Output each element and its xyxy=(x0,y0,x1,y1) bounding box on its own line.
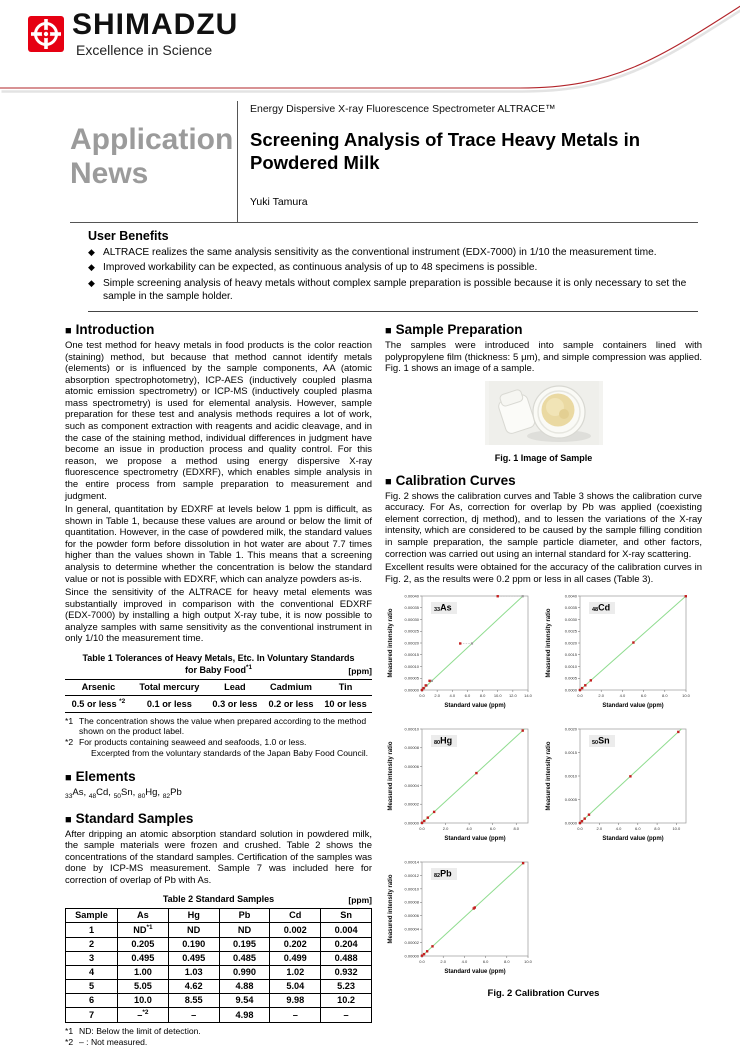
table1-value-cell: 0.1 or less xyxy=(146,698,192,709)
footnote-marker xyxy=(77,748,91,759)
section-marker-icon: ■ xyxy=(385,325,392,337)
user-benefits-list xyxy=(88,246,698,303)
svg-text:6.0: 6.0 xyxy=(482,959,489,965)
right-column xyxy=(385,322,702,1047)
svg-text:2.0: 2.0 xyxy=(434,693,440,699)
author-name: Yuki Tamura xyxy=(250,196,308,209)
table2-header-cell: As xyxy=(118,908,169,922)
svg-text:82Pb: 82Pb xyxy=(434,868,452,880)
svg-text:Measured intensity ratio: Measured intensity ratio xyxy=(546,608,552,678)
svg-text:0.00030: 0.00030 xyxy=(404,617,419,623)
table2-value-cell: 5.23 xyxy=(321,979,372,993)
svg-text:0.00008: 0.00008 xyxy=(404,900,419,906)
user-benefits-heading: User Benefits xyxy=(88,229,169,243)
svg-text:Measured intensity ratio: Measured intensity ratio xyxy=(388,741,394,811)
section-marker-icon: ■ xyxy=(385,475,392,488)
svg-text:6.0: 6.0 xyxy=(464,693,471,699)
table1-header-cell: Cadmium xyxy=(270,682,312,693)
table1-header-cell: Lead xyxy=(224,682,246,693)
table-row xyxy=(66,979,372,993)
svg-text:8.0: 8.0 xyxy=(662,693,668,699)
table2-value-cell: 5.04 xyxy=(270,979,321,993)
section-marker-icon: ■ xyxy=(65,813,72,826)
svg-text:0.00004: 0.00004 xyxy=(404,783,419,789)
svg-text:12.0: 12.0 xyxy=(508,693,517,699)
table2-value-cell: – xyxy=(168,1007,219,1022)
footnote-marker: *1 xyxy=(65,1025,74,1036)
footnote-text: The concentration shows the value when prepared according to the method shown on the product label. xyxy=(79,715,367,737)
svg-text:0.0000: 0.0000 xyxy=(564,687,577,693)
table-row xyxy=(66,951,372,965)
table2-sample-cell: 4 xyxy=(66,965,118,979)
calibration-chart-cell xyxy=(385,724,543,853)
table2-value-cell: 1.02 xyxy=(270,965,321,979)
introduction-heading: ■ Introduction xyxy=(65,322,155,337)
svg-text:0.00010: 0.00010 xyxy=(404,664,419,670)
footnote-ref: *2 xyxy=(142,1009,149,1017)
table2-value-cell: 0.495 xyxy=(168,951,219,965)
table-row xyxy=(66,937,372,951)
svg-text:0.00014: 0.00014 xyxy=(404,859,419,865)
table-row xyxy=(66,965,372,979)
diamond-bullet-icon: ◆ xyxy=(88,277,95,288)
svg-text:0.00000: 0.00000 xyxy=(404,953,419,959)
standard-samples-heading: ■ Standard Samples xyxy=(65,810,194,826)
table-row xyxy=(66,1007,372,1022)
benefit-text: Simple screening analysis of heavy metals without complex sample preparation is possible because it is only necessary to set the sample in the sample holder. xyxy=(103,277,687,302)
svg-text:Standard value (ppm): Standard value (ppm) xyxy=(444,969,506,976)
svg-text:0.0: 0.0 xyxy=(419,959,425,965)
sample-preparation-paragraph: The samples were introduced into sample containers lined with polypropylene film (thickness: 5 μm), and simple compression was applied. Fig. 1 shows an image of a sample. xyxy=(385,340,702,375)
svg-text:0.0005: 0.0005 xyxy=(564,676,577,682)
charts-grid xyxy=(385,591,702,986)
footnote-marker: *1 xyxy=(65,715,74,726)
footnote-text: – : Not measured. xyxy=(79,1036,148,1047)
calibration-chart-cell xyxy=(543,724,701,853)
svg-text:0.00015: 0.00015 xyxy=(404,652,419,658)
table2-value-cell: 0.205 xyxy=(118,937,169,951)
table2-value-cell: 10.0 xyxy=(118,993,169,1007)
table2-body xyxy=(66,922,372,1022)
table1-title: Table 1 Tolerances of Heavy Metals, Etc. In Voluntary Standards for Baby Food$^{*1}$ [ppm] xyxy=(82,653,372,676)
footnote-text: Excerpted from the voluntary standards of the Japan Baby Food Council. xyxy=(91,747,369,758)
svg-text:0.0030: 0.0030 xyxy=(564,617,577,623)
svg-text:0.0: 0.0 xyxy=(419,693,425,699)
table2-header-cell: Pb xyxy=(219,908,270,922)
table-footnote xyxy=(65,748,372,759)
table1-title-footnote-ref: *1 xyxy=(246,664,252,672)
product-line: Energy Dispersive X-ray Fluorescence Spectrometer ALTRACE™ xyxy=(250,103,556,115)
svg-text:0.0010: 0.0010 xyxy=(564,773,577,779)
table2-value-cell: ND$^{*1}$ xyxy=(118,922,169,937)
svg-text:0.00006: 0.00006 xyxy=(404,913,419,919)
table2-value-cell: 0.004 xyxy=(321,922,372,937)
table2-title: Table 2 Standard Samples [ppm] xyxy=(162,894,372,906)
svg-text:8.0: 8.0 xyxy=(513,826,520,832)
diamond-bullet-icon: ◆ xyxy=(88,247,95,257)
table1-header-cell: Arsenic xyxy=(81,682,116,693)
svg-text:0.0010: 0.0010 xyxy=(564,664,577,670)
svg-text:8.0: 8.0 xyxy=(654,826,660,832)
benefit-text: Improved workability can be expected, as continuous analysis of up to 48 specimens is possible. xyxy=(103,262,538,274)
svg-text:0.00006: 0.00006 xyxy=(404,764,419,770)
calibration-chart-cell xyxy=(385,591,543,720)
svg-text:Standard value (ppm): Standard value (ppm) xyxy=(444,836,506,843)
svg-text:2.0: 2.0 xyxy=(440,959,446,965)
svg-text:Standard value (ppm): Standard value (ppm) xyxy=(444,703,506,710)
content-columns xyxy=(65,322,702,1047)
left-column xyxy=(65,322,372,1047)
svg-text:0.00004: 0.00004 xyxy=(404,926,419,932)
table2-value-cell: 4.88 xyxy=(219,979,270,993)
svg-text:8.0: 8.0 xyxy=(479,693,486,699)
table2-value-cell: ND xyxy=(168,922,219,937)
svg-text:0.0040: 0.0040 xyxy=(564,593,577,599)
table2-value-cell: – xyxy=(321,1007,372,1022)
svg-text:10.0: 10.0 xyxy=(524,959,532,965)
footnote-text: For products containing seaweed and seafoods, 1.0 or less. xyxy=(79,737,307,748)
svg-text:0.0015: 0.0015 xyxy=(564,652,577,658)
svg-text:Measured intensity ratio: Measured intensity ratio xyxy=(546,741,552,811)
calibration-chart-cell xyxy=(385,857,543,986)
svg-text:0.00002: 0.00002 xyxy=(404,940,419,946)
svg-text:0.0: 0.0 xyxy=(419,826,425,832)
table2-sample-cell: 2 xyxy=(66,937,118,951)
svg-text:0.00000: 0.00000 xyxy=(404,820,419,826)
table1-value-cell: 0.5 or less $^{*2}$ xyxy=(71,698,126,710)
table2-value-cell: – xyxy=(270,1007,321,1022)
table-row xyxy=(66,922,372,937)
svg-text:10.0: 10.0 xyxy=(493,693,502,699)
footnote-ref: *2 xyxy=(119,698,126,706)
table1-value-cell: 0.2 or less xyxy=(268,698,314,709)
footnote-text: ND: Below the limit of detection. xyxy=(79,1025,201,1036)
introduction-paragraph-1: One test method for heavy metals in food products is the color reaction (staining) method, but because that method cannot identify metals (elements) or is influenced by the sample components, AA (atomic absorption spectrophotometry), ICP-AES (inductively coupled plasma atomic emission spectrometry) or ICP-MS (inductively coupled plasma mass spectrometry) is used for elemental analysis. However, sample preparation for these test and analysis methods requires a lot of work, such as component extraction with reagents and acidic cleavage, and in the case of the staining method, individual differences in judgment have become an issue in production process and quality control. For this reason, we propose a method using energy dispersive X-ray fluorescence spectrometry (EDXRF), which enables simple analysis in the entire process from sample preparation to measurement and judgment. xyxy=(65,340,372,502)
table2-sample-cell: 7 xyxy=(66,1007,118,1022)
calibration-chart-as xyxy=(385,591,540,715)
table2-value-cell: 4.62 xyxy=(168,979,219,993)
table2-value-cell: 0.488 xyxy=(321,951,372,965)
svg-text:0.00035: 0.00035 xyxy=(404,605,419,611)
table-footnote xyxy=(65,1037,372,1048)
svg-text:0.0020: 0.0020 xyxy=(564,726,577,732)
svg-text:0.0015: 0.0015 xyxy=(564,750,577,756)
table2-value-cell: 0.202 xyxy=(270,937,321,951)
table2-value-cell: 4.98 xyxy=(219,1007,270,1022)
table2-value-cell: –$^{*2}$ xyxy=(118,1007,169,1022)
svg-text:33As: 33As xyxy=(434,602,452,614)
svg-text:0.00025: 0.00025 xyxy=(404,629,419,635)
svg-text:0.00010: 0.00010 xyxy=(404,886,419,892)
benefit-text: ALTRACE realizes the same analysis sensitivity as the conventional instrument (EDX-7000) in 1/10 the measurement time. xyxy=(103,247,657,258)
svg-text:0.00000: 0.00000 xyxy=(404,687,419,693)
svg-text:0.0: 0.0 xyxy=(577,693,583,699)
series-name xyxy=(70,101,237,222)
calibration-curves-heading: ■ Calibration Curves xyxy=(385,472,516,488)
svg-text:48Cd: 48Cd xyxy=(592,602,611,614)
svg-text:4.0: 4.0 xyxy=(449,693,456,699)
svg-text:2.0: 2.0 xyxy=(596,826,603,832)
calibration-chart-cell xyxy=(543,591,701,720)
svg-text:50Sn: 50Sn xyxy=(592,735,610,747)
svg-text:6.0: 6.0 xyxy=(635,826,641,832)
page-header xyxy=(0,0,740,95)
title-right xyxy=(237,101,698,222)
user-benefits-section xyxy=(88,229,698,312)
footnote-marker: *2 xyxy=(65,1036,74,1047)
table1-value-cell: 10 or less xyxy=(324,698,367,709)
table2-value-cell: 0.002 xyxy=(270,922,321,937)
svg-text:0.00010: 0.00010 xyxy=(404,726,419,732)
svg-text:0.00002: 0.00002 xyxy=(404,801,419,807)
table1-unit: [ppm] xyxy=(348,665,372,676)
table2-header-cell: Hg xyxy=(168,908,219,922)
calibration-chart-sn xyxy=(543,724,698,848)
series-line2: News xyxy=(70,156,149,190)
svg-text:0.0020: 0.0020 xyxy=(564,640,577,646)
table2-sample-cell: 6 xyxy=(66,993,118,1007)
table2-sample-cell: 5 xyxy=(66,979,118,993)
svg-text:10.0: 10.0 xyxy=(672,826,681,832)
svg-text:4.0: 4.0 xyxy=(619,693,626,699)
svg-text:10.0: 10.0 xyxy=(682,693,690,699)
svg-text:0.0035: 0.0035 xyxy=(564,605,577,611)
svg-text:4.0: 4.0 xyxy=(466,826,472,832)
svg-text:Measured intensity ratio: Measured intensity ratio xyxy=(388,874,394,944)
calibration-paragraph-1: Fig. 2 shows the calibration curves and Table 3 shows the calibration curve accuracy. For As, correction for overlap by Pb was applied (coexisting element correction, dj method), and to lessen the variations of the X-ray intensity, which are considered to be caused by the sample filling condition in sample preparation, the sample particle diameter, and other factors, correction was carried out using an internal standard for X-ray scattering. xyxy=(385,490,702,560)
svg-text:6.0: 6.0 xyxy=(489,826,496,832)
table2-header-cell: Sample xyxy=(66,908,118,922)
table2-value-cell: 0.932 xyxy=(321,965,372,979)
table2-footnotes xyxy=(65,1026,372,1047)
svg-text:6.0: 6.0 xyxy=(640,693,647,699)
benefit-item xyxy=(88,246,698,259)
table2-sample-cell: 1 xyxy=(66,922,118,937)
title-block xyxy=(70,101,698,223)
table1-tolerances xyxy=(65,679,372,713)
brand-lockup xyxy=(28,10,238,58)
svg-text:Measured intensity ratio: Measured intensity ratio xyxy=(388,608,394,678)
standard-samples-paragraph: After dripping an atomic absorption standard solution in powdered milk, the sample materials were frozen and crushed. Table 2 shows the concentrations of the standard samples. Certification of the samples was done by ICP-MS measurement. Sample 7 was included here for correction of overlap of Pb with As. xyxy=(65,828,372,886)
footnote-marker: *2 xyxy=(65,737,74,748)
table1-header-cell: Tin xyxy=(338,682,353,693)
svg-text:4.0: 4.0 xyxy=(461,959,468,965)
svg-text:0.00005: 0.00005 xyxy=(404,676,419,682)
table-footnote xyxy=(65,1026,372,1037)
svg-text:0.00020: 0.00020 xyxy=(404,640,419,646)
svg-text:0.00040: 0.00040 xyxy=(404,593,419,599)
svg-text:0.00008: 0.00008 xyxy=(404,745,419,751)
elements-line: $_{33}$As, $_{48}$Cd, $_{50}$Sn, $_{80}$Hg, $_{82}$Pb xyxy=(65,786,182,800)
benefit-item xyxy=(88,261,698,274)
table2-value-cell: 8.55 xyxy=(168,993,219,1007)
table2-sample-cell: 3 xyxy=(66,951,118,965)
svg-text:0.0025: 0.0025 xyxy=(564,629,577,635)
table2-value-cell: 9.98 xyxy=(270,993,321,1007)
svg-text:0.0: 0.0 xyxy=(577,826,583,832)
svg-text:0.00012: 0.00012 xyxy=(404,873,419,879)
table1-header-row xyxy=(65,679,372,695)
table-footnote xyxy=(65,737,372,748)
table2-value-cell: 9.54 xyxy=(219,993,270,1007)
table2-value-cell: 5.05 xyxy=(118,979,169,993)
svg-text:2.0: 2.0 xyxy=(598,693,604,699)
svg-text:0.0005: 0.0005 xyxy=(564,797,577,803)
svg-text:4.0: 4.0 xyxy=(615,826,622,832)
table2-value-cell: 1.00 xyxy=(118,965,169,979)
table2-header-cell: Cd xyxy=(270,908,321,922)
introduction-paragraph-2: In general, quantitation by EDXRF at levels below 1 ppm is difficult, as shown in Table 1, because these values are around or below the limit of quantitation. However, in the case of powdered milk, the standard values for the powder form before dissolution in hot water are about 7.7 times higher than the values shown in Table 1. This means that a screening analysis to determine whether the concentration is below the standard value or not is possible with EDXRF, which can analyze powders as-is. xyxy=(65,504,372,585)
svg-text:8.0: 8.0 xyxy=(504,959,510,965)
shimadzu-logo-icon xyxy=(28,16,64,52)
table2-value-cell: ND xyxy=(219,922,270,937)
table2-header-row xyxy=(66,908,372,922)
calibration-paragraph-2: Excellent results were obtained for the accuracy of the calibration curves in Fig. 2, as the results were 0.2 ppm or less in all cases (Table 3). xyxy=(385,562,702,585)
table2-value-cell: 0.204 xyxy=(321,937,372,951)
table1-value-cell: 0.3 or less xyxy=(212,698,258,709)
table2-value-cell: 0.485 xyxy=(219,951,270,965)
svg-text:0.0000: 0.0000 xyxy=(564,820,577,826)
table2-value-cell: 10.2 xyxy=(321,993,372,1007)
svg-text:Standard value (ppm): Standard value (ppm) xyxy=(602,836,664,843)
calibration-chart-pb xyxy=(385,857,540,981)
introduction-paragraph-3: Since the sensitivity of the ALTRACE for heavy metal elements was substantially improved in comparison with the conventional EDXRF (EDX-7000) by installing a high output X-ray tube, it is now possible to analyze samples with same sensitivity as the conventional instrument in only 1/10 the measurement time. xyxy=(65,587,372,645)
page-title: Screening Analysis of Trace Heavy Metals in Powdered Milk xyxy=(250,129,641,173)
brand-tagline: Excellence in Science xyxy=(76,42,213,58)
elements-heading: ■ Elements xyxy=(65,768,136,784)
table2-unit: [ppm] xyxy=(348,895,372,906)
figure1 xyxy=(385,381,702,463)
table2-value-cell: 0.990 xyxy=(219,965,270,979)
table2-standard-samples xyxy=(65,908,372,1023)
table2-header-cell: Sn xyxy=(321,908,372,922)
brand-name: SHIMADZU xyxy=(72,8,239,41)
section-marker-icon: ■ xyxy=(65,771,72,784)
figure2-caption: Fig. 2 Calibration Curves xyxy=(487,988,600,1000)
sample-photo xyxy=(485,381,603,445)
table2-value-cell: 1.03 xyxy=(168,965,219,979)
svg-text:2.0: 2.0 xyxy=(442,826,449,832)
svg-text:Standard value (ppm): Standard value (ppm) xyxy=(602,703,664,710)
calibration-chart-cd xyxy=(543,591,698,715)
figure1-caption: Fig. 1 Image of Sample xyxy=(494,452,593,463)
table1-value-row xyxy=(65,695,372,712)
series-line1: Application xyxy=(70,123,234,156)
table2-value-cell: 0.195 xyxy=(219,937,270,951)
table1-footnotes xyxy=(65,716,372,759)
diamond-bullet-icon: ◆ xyxy=(88,262,95,273)
sample-preparation-heading: ■ Sample Preparation xyxy=(385,322,523,337)
svg-text:14.0: 14.0 xyxy=(524,693,532,699)
table1-header-cell: Total mercury xyxy=(139,682,200,693)
footnote-ref: *1 xyxy=(146,924,153,932)
section-marker-icon: ■ xyxy=(65,325,72,337)
table2-value-cell: 0.495 xyxy=(118,951,169,965)
calibration-chart-hg xyxy=(385,724,540,848)
table-footnote xyxy=(65,716,372,737)
table2-value-cell: 0.190 xyxy=(168,937,219,951)
table2-value-cell: 0.499 xyxy=(270,951,321,965)
benefit-item xyxy=(88,277,698,304)
svg-text:80Hg: 80Hg xyxy=(434,735,453,747)
table-row xyxy=(66,993,372,1007)
